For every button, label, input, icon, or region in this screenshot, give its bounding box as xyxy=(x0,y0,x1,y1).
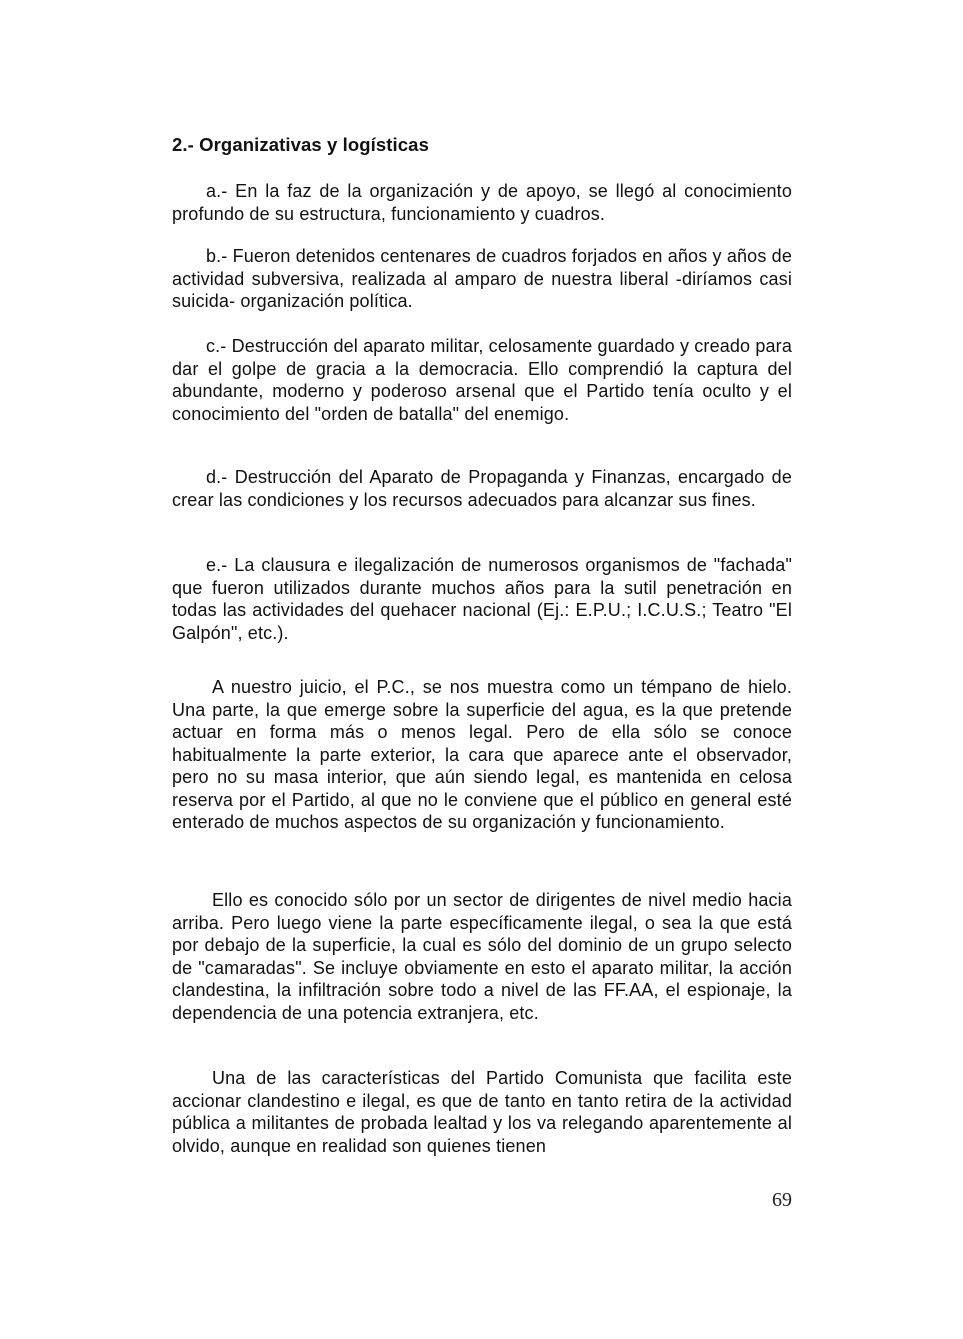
body-paragraph-characteristics: Una de las características del Partido Comunista que facilita este accionar clandestino e ilegal, es que de tanto en tanto retira de la actividad pública a militantes de probada lealtad y los va relegando aparentemente al olvido, aunque en realidad son quienes tienen xyxy=(172,1068,792,1156)
list-item-b: b.- Fueron detenidos centenares de cuadros forjados en años y años de actividad subversiva, realizada al amparo de nuestra liberal -diríamos casi suicida- organización política. xyxy=(172,246,792,311)
list-item-a: a.- En la faz de la organización y de apoyo, se llegó al conocimiento profundo de su estructura, funcionamiento y cuadros. xyxy=(172,181,792,224)
body-paragraph-leaders: Ello es conocido sólo por un sector de dirigentes de nivel medio hacia arriba. Pero luego viene la parte específicamente ilegal, o sea la que está por debajo de la superficie, la cual es sólo del dominio de un grupo selecto de "camaradas". Se incluye obviamente en esto el aparato militar, la acción clandestina, la infiltración sobre todo a nivel de las FF.AA, el espionaje, la dependencia de una potencia extranjera, etc. xyxy=(172,890,792,1023)
list-item-d: d.- Destrucción del Aparato de Propaganda y Finanzas, encargado de crear las condiciones y los recursos adecuados para alcanzar sus fines. xyxy=(172,467,792,510)
page-number: 69 xyxy=(772,1189,792,1211)
body-paragraph-iceberg: A nuestro juicio, el P.C., se nos muestra como un témpano de hielo. Una parte, la que emerge sobre la superficie del agua, es la que pretende actuar en forma más o menos legal. Pero de ella sólo se conoce habitualmente la parte exterior, la cara que aparece ante el observador, pero no su masa interior, que aún siendo legal, es mantenida en celosa reserva por el Partido, al que no le conviene que el público en general esté enterado de muchos aspectos de su organización y funcionamiento. xyxy=(172,677,792,832)
list-item-e: e.- La clausura e ilegalización de numerosos organismos de "fachada" que fueron utilizados durante muchos años para la sutil penetración en todas las actividades del quehacer nacional (Ej.: E.P.U.; I.C.U.S.; Teatro "El Galpón", etc.). xyxy=(172,555,792,643)
section-title: 2.- Organizativas y logísticas xyxy=(172,134,429,155)
list-item-c: c.- Destrucción del aparato militar, celosamente guardado y creado para dar el golpe de gracia a la democracia. Ello comprendió la captura del abundante, moderno y poderoso arsenal que el Partido tenía oculto y el conocimiento del "orden de batalla" del enemigo. xyxy=(172,336,792,424)
